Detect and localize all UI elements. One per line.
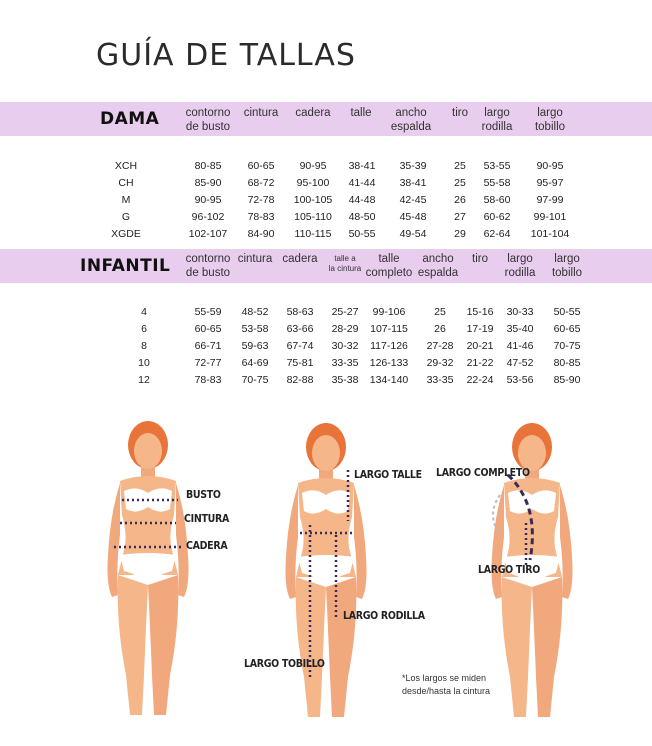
infantil-value-cell: 28-29 [331,323,359,335]
infantil-value-cell: 17-19 [466,323,494,335]
dama-value-cell: 95-100 [296,177,330,189]
dama-value-cell: 105-110 [294,211,332,223]
largo-tiro-label: LARGO TIRO [478,564,540,576]
infantil-section-label: INFANTIL [80,256,171,276]
dama-value-cell: 100-105 [293,194,333,206]
infantil-value-cell: 85-90 [553,374,581,386]
infantil-value-cell: 35-40 [506,323,534,335]
measurement-note [402,672,490,698]
largo-rodilla-label: LARGO RODILLA [343,610,425,622]
infantil-value-cell: 78-83 [194,374,222,386]
infantil-value-cell: 107-115 [370,323,408,335]
infantil-header-cell: largo rodilla [504,253,536,279]
dama-value-cell: 99-101 [533,211,567,223]
infantil-value-cell: 67-74 [286,340,314,352]
page-title: GUÍA DE TALLAS [96,38,356,73]
dama-value-cell: 85-90 [194,177,222,189]
infantil-header-cell: tiro [472,253,488,265]
infantil-value-cell: 26 [434,323,446,335]
infantil-value-cell: 33-35 [426,374,454,386]
infantil-value-cell: 25-27 [331,306,359,318]
infantil-header-cell: cintura [237,253,273,265]
infantil-value-cell: 126-133 [369,357,409,369]
infantil-value-cell: 70-75 [553,340,581,352]
dama-value-cell: 90-95 [536,160,564,172]
dama-value-cell: 45-48 [399,211,427,223]
largo-tobillo-label: LARGO TOBILLO [244,658,325,670]
dama-value-cell: 97-99 [536,194,564,206]
infantil-value-cell: 58-63 [286,306,314,318]
infantil-value-cell: 59-63 [241,340,269,352]
infantil-value-cell: 82-88 [286,374,314,386]
infantil-value-cell: 29-32 [426,357,454,369]
infantil-size-cell: 8 [141,340,147,352]
infantil-header-cell: ancho espalda [417,253,459,279]
dama-value-cell: 27 [454,211,466,223]
infantil-header-cell: talle a la cintura [328,254,362,273]
largo-completo-label: LARGO COMPLETO [436,467,530,479]
dama-size-cell: G [121,211,131,223]
infantil-value-cell: 47-52 [506,357,534,369]
infantil-size-cell: 6 [141,323,147,335]
infantil-value-cell: 63-66 [286,323,314,335]
infantil-size-cell: 10 [138,357,150,369]
infantil-value-cell: 117-126 [370,340,408,352]
dama-header-cell: largo tobillo [534,107,566,133]
infantil-value-cell: 33-35 [331,357,359,369]
dama-size-cell: M [121,194,131,206]
dama-value-cell: 62-64 [483,228,511,240]
figure-dama-lengths [286,423,367,717]
largo-talle-label: LARGO TALLE [354,469,422,481]
infantil-value-cell: 80-85 [553,357,581,369]
dama-size-cell: XGDE [111,228,141,240]
infantil-size-cell: 4 [141,306,147,318]
infantil-value-cell: 35-38 [331,374,359,386]
dama-section-label: DAMA [100,109,160,129]
infantil-value-cell: 25 [434,306,446,318]
dama-value-cell: 50-55 [348,228,376,240]
dama-value-cell: 60-62 [483,211,511,223]
infantil-header-cell: talle completo [365,253,413,279]
dama-value-cell: 25 [454,177,466,189]
infantil-value-cell: 99-106 [372,306,406,318]
dama-value-cell: 80-85 [194,160,222,172]
cintura-label: CINTURA [184,513,229,525]
dama-value-cell: 102-107 [188,228,228,240]
infantil-value-cell: 50-55 [553,306,581,318]
dama-value-cell: 44-48 [348,194,376,206]
body-measurement-illustrations [0,405,652,746]
infantil-value-cell: 60-65 [194,323,222,335]
infantil-value-cell: 41-46 [506,340,534,352]
dama-value-cell: 25 [454,160,466,172]
infantil-value-cell: 60-65 [553,323,581,335]
infantil-value-cell: 55-59 [194,306,222,318]
infantil-header-cell: contorno de busto [185,253,231,279]
dama-value-cell: 78-83 [247,211,275,223]
dama-value-cell: 53-55 [483,160,511,172]
dama-value-cell: 101-104 [530,228,570,240]
dama-value-cell: 60-65 [247,160,275,172]
dama-value-cell: 58-60 [483,194,511,206]
infantil-value-cell: 20-21 [466,340,494,352]
dama-value-cell: 35-39 [399,160,427,172]
infantil-value-cell: 30-33 [506,306,534,318]
cadera-label: CADERA [186,540,228,552]
infantil-value-cell: 53-58 [241,323,269,335]
dama-value-cell: 110-115 [294,228,332,240]
infantil-value-cell: 30-32 [331,340,359,352]
infantil-value-cell: 27-28 [426,340,454,352]
dama-value-cell: 38-41 [399,177,427,189]
dama-size-cell: XCH [114,160,138,172]
dama-value-cell: 49-54 [399,228,427,240]
dama-header-cell: largo rodilla [481,107,513,133]
infantil-value-cell: 64-69 [241,357,269,369]
infantil-value-cell: 134-140 [369,374,409,386]
infantil-value-cell: 21-22 [466,357,494,369]
dama-value-cell: 41-44 [348,177,376,189]
dama-header-cell: cadera [295,107,331,119]
infantil-value-cell: 70-75 [241,374,269,386]
infantil-value-cell: 53-56 [506,374,534,386]
dama-value-cell: 95-97 [536,177,564,189]
dama-header-cell: cintura [243,107,279,119]
dama-value-cell: 29 [454,228,466,240]
dama-value-cell: 48-50 [348,211,376,223]
dama-value-cell: 26 [454,194,466,206]
dama-value-cell: 68-72 [247,177,275,189]
infantil-value-cell: 66-71 [194,340,222,352]
dama-value-cell: 72-78 [247,194,275,206]
dama-value-cell: 96-102 [191,211,225,223]
dama-value-cell: 38-41 [348,160,376,172]
figure-dama-circumference [108,421,189,715]
busto-label: BUSTO [186,489,221,501]
infantil-header-cell: largo tobillo [551,253,583,279]
dama-header-cell: tiro [452,107,468,119]
note-text: *Los largos se miden desde/hasta la cintura [402,673,491,696]
infantil-value-cell: 75-81 [286,357,314,369]
infantil-value-cell: 72-77 [194,357,222,369]
dama-size-cell: CH [118,177,134,189]
infantil-value-cell: 15-16 [466,306,494,318]
dama-value-cell: 42-45 [399,194,427,206]
dama-header-cell: contorno de busto [185,107,231,133]
dama-header-cell: ancho espalda [390,107,432,133]
infantil-size-cell: 12 [138,374,150,386]
dama-value-cell: 55-58 [483,177,511,189]
infantil-header-cell: cadera [282,253,318,265]
infantil-value-cell: 48-52 [241,306,269,318]
dama-header-cell: talle [350,107,372,119]
dama-value-cell: 90-95 [299,160,327,172]
dama-value-cell: 84-90 [247,228,275,240]
infantil-value-cell: 22-24 [466,374,494,386]
dama-value-cell: 90-95 [194,194,222,206]
